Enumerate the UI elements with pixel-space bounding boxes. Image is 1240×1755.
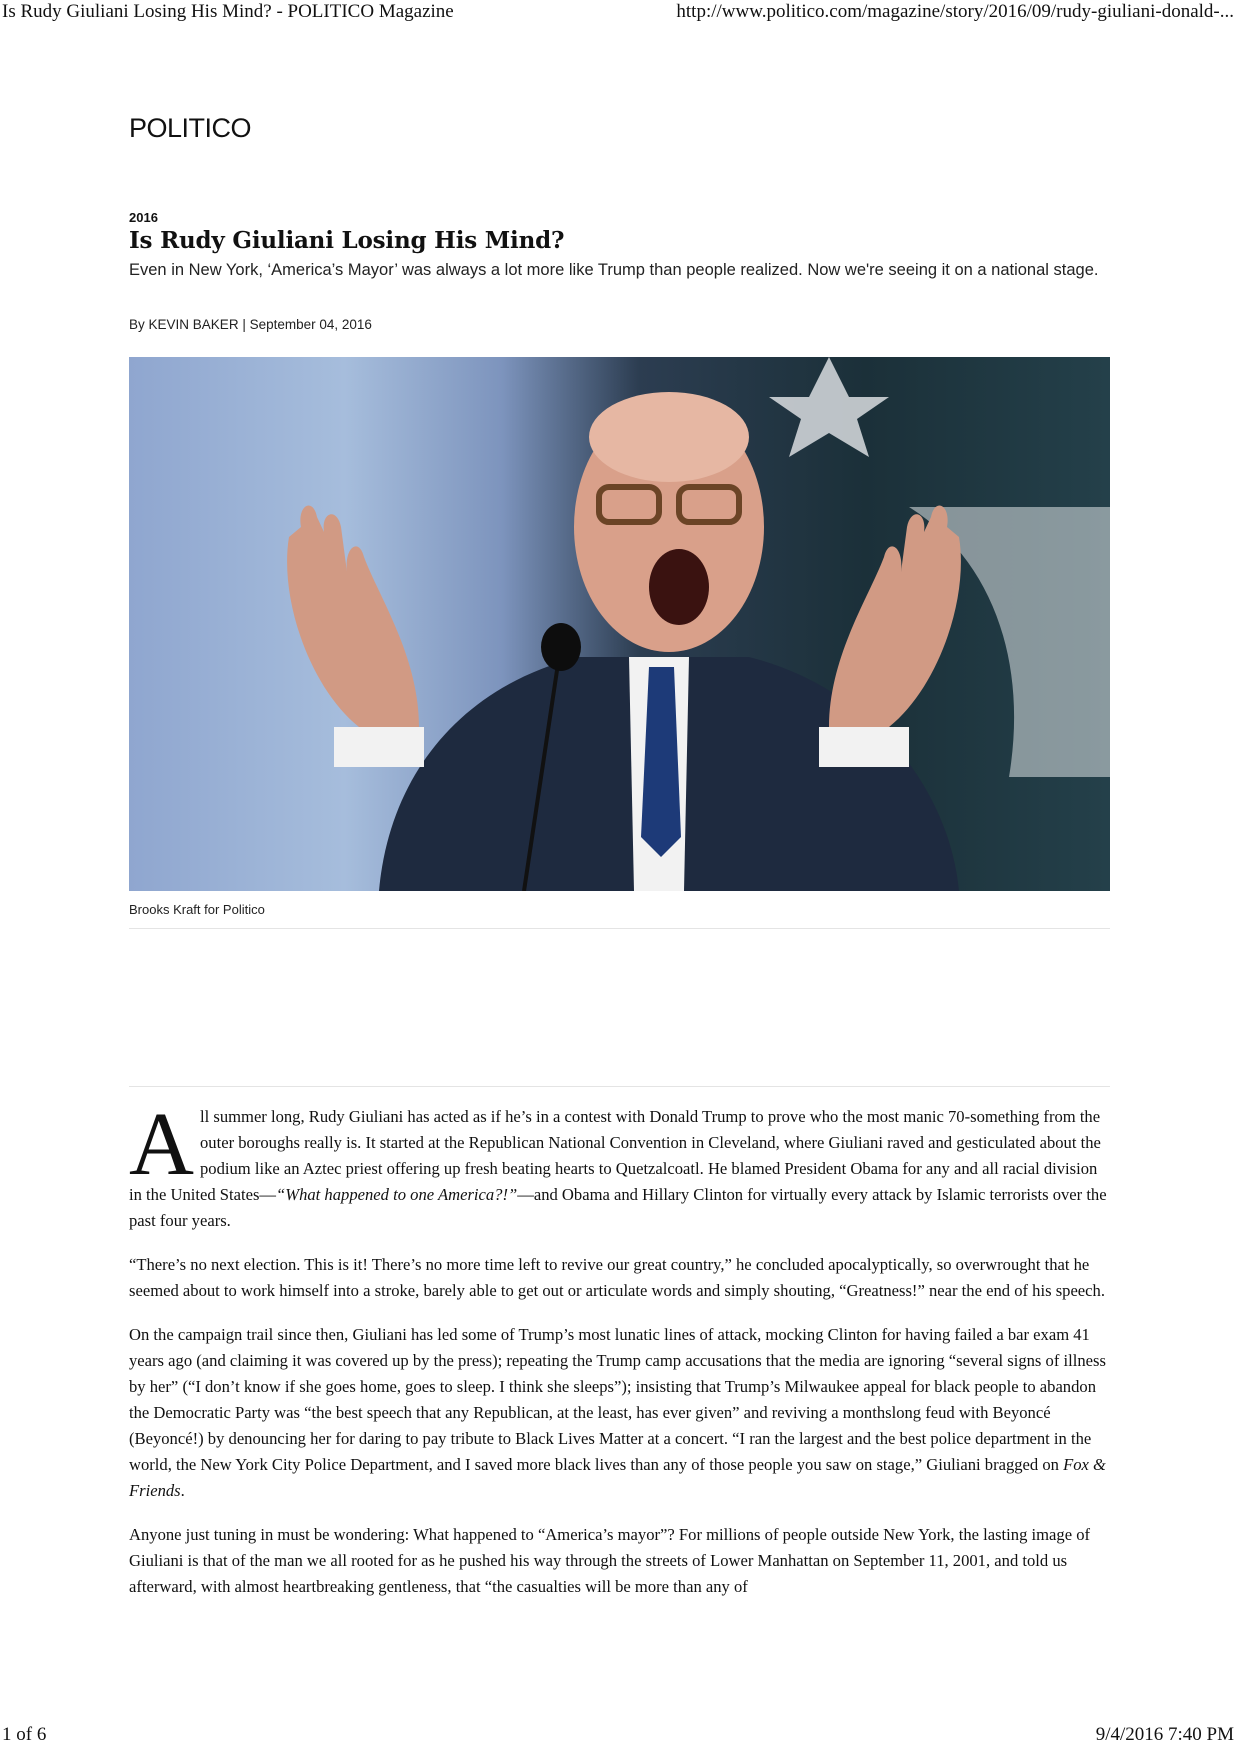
paragraph-3-text-b: .: [180, 1481, 185, 1500]
politico-logo[interactable]: [129, 113, 251, 144]
divider-top: [129, 928, 1110, 929]
print-header-url: http://www.politico.com/magazine/story/2016/09/rudy-giuliani-donald-...: [676, 1, 1234, 22]
photo-credit: Brooks Kraft for Politico: [129, 902, 265, 917]
print-header: [0, 0, 1240, 28]
paragraph-1-text-a: ll summer long, Rudy Giuliani has acted as if he’s in a contest with Donald Trump to prove who the most manic 70-something from the outer boroughs really is. It started at the Republican National Convention in Cleveland, where Giuliani raved and gesticulated about the podium like an Aztec priest offering up fresh beating hearts to Quetzalcoatl. He blamed President Obama for any and all racial division in the United States—: [129, 1107, 1101, 1204]
forehead: [589, 392, 749, 482]
microphone: [541, 623, 581, 671]
paragraph-3: [129, 1322, 1110, 1504]
section-tag[interactable]: 2016: [129, 210, 158, 225]
paragraph-1-quote: “What happened to one America?!”: [276, 1185, 518, 1204]
paragraph-1: [129, 1095, 1110, 1234]
paragraph-3-text-a: On the campaign trail since then, Giuliani has led some of Trump’s most lunatic lines of attack, mocking Clinton for having failed a bar exam 41 years ago (and claiming it was covered up by the press); repeating the Trump camp accusations that the media are ignoring “several signs of illness by her” (“I don’t know if she goes home, goes to sleep. I think she sleeps”); insisting that Trump’s Milwaukee appeal for black people to abandon the Democratic Party was “the best speech that any Republican, at the least, has ever given” and reviving a monthslong feud with Beyoncé (Beyoncé!) by denouncing her for daring to pay tribute to Black Lives Matter at a concert. “I ran the largest and the best police department in the world, the New York City Police Department, and I saved more black lives than any of those people you saw on stage,” Giuliani bragged on: [129, 1325, 1106, 1474]
divider-bottom: [129, 1086, 1110, 1087]
print-footer-datetime: 9/4/2016 7:40 PM: [1095, 1724, 1234, 1745]
byline-date: | September 04, 2016: [242, 317, 372, 332]
article-dek: Even in New York, ‘America’s Mayor’ was always a lot more like Trump than people realized. Now we're seeing it on a national stage.: [129, 261, 1099, 279]
paragraph-2: “There’s no next election. This is it! There’s no more time left to revive our great country,” he concluded apocalyptically, so overwrought that he seemed about to work himself into a stroke, barely able to get out or articulate words and simply shouting, “Greatness!” near the end of his speech.: [129, 1255, 1105, 1300]
left-cuff: [334, 727, 424, 767]
paragraph-1-text-b: —and Obama and Hillary Clinton for virtually every attack by Islamic terrorists over the past four years.: [129, 1185, 1107, 1230]
article-headline: Is Rudy Giuliani Losing His Mind?: [129, 227, 565, 254]
lead-photo-illustration: [129, 357, 1110, 891]
right-hand: [829, 506, 961, 727]
print-footer: [0, 1723, 1240, 1751]
byline-author[interactable]: KEVIN BAKER: [148, 317, 239, 332]
paragraph-4: Anyone just tuning in must be wondering: What happened to “America’s mayor”? For millions of people outside New York, the lasting image of Giuliani is that of the man we all rooted for as he pushed his way through the streets of Lower Manhattan on September 11, 2001, and told us afterward, with almost heartbreaking gentleness, that “the casualties will be more than any of: [129, 1525, 1091, 1596]
drop-cap: A: [129, 1095, 194, 1194]
right-cuff: [819, 727, 909, 767]
print-footer-page: 1 of 6: [2, 1724, 47, 1745]
byline-prefix: By: [129, 317, 145, 332]
byline: [129, 317, 1110, 332]
left-hand: [287, 506, 419, 727]
lead-photo: [129, 357, 1110, 891]
politico-logo-link[interactable]: POLITICO: [129, 113, 252, 143]
open-mouth: [649, 549, 709, 625]
print-header-title: Is Rudy Giuliani Losing His Mind? - POLITICO Magazine: [2, 1, 454, 22]
article-body: [129, 1095, 1110, 1618]
flag-star: [769, 357, 889, 457]
paragraph-3-show-name: Fox & Friends: [129, 1455, 1106, 1500]
